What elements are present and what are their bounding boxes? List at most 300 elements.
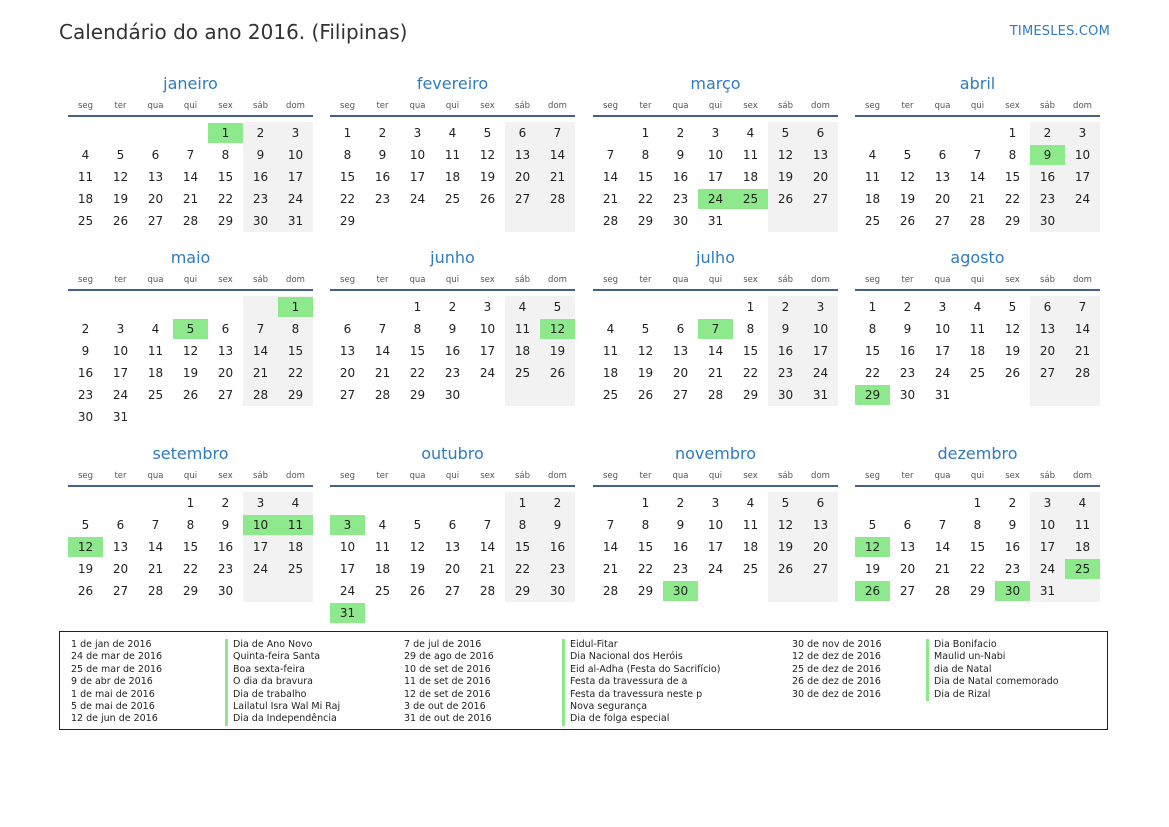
calendar-day: 21 [147,562,164,576]
holiday-day: 10 [243,515,278,535]
calendar-day: 8 [291,322,300,336]
calendar-day: 23 [1004,562,1021,576]
calendar-day: 6 [518,126,527,140]
site-link[interactable]: TIMESLES.COM [1009,24,1110,39]
calendar-day: 29 [637,214,654,228]
weekday-label: ter [114,101,127,111]
day-grid [593,117,838,247]
calendar-day: 15 [217,170,234,184]
calendar-day: 2 [378,126,387,140]
calendar-day: 13 [112,540,129,554]
calendar-day: 8 [343,148,352,162]
calendar-day: 19 [777,540,794,554]
legend-holiday-name: dia de Natal [926,664,1059,676]
calendar-day: 22 [339,192,356,206]
calendar-day: 17 [1039,540,1056,554]
month-março [593,74,838,247]
legend-date: 12 de set de 2016 [404,688,491,700]
month-name: maio [170,248,211,267]
weekday-header [593,272,838,288]
weekday-label: qua [147,275,164,285]
calendar-day: 8 [746,322,755,336]
calendar-day: 14 [549,148,566,162]
calendar-day: 18 [1074,540,1091,554]
calendar-day: 18 [374,562,391,576]
day-grid [855,487,1100,617]
calendar-day: 1 [1008,126,1017,140]
calendar-day: 7 [553,126,562,140]
legend-names [926,639,1059,701]
weekday-label: ter [376,101,389,111]
calendar-day: 4 [448,126,457,140]
calendar-day: 29 [217,214,234,228]
calendar-day: 16 [1039,170,1056,184]
month-name: janeiro [163,74,218,93]
calendar-day: 5 [116,148,125,162]
calendar-day: 20 [147,192,164,206]
legend-holiday-name: Maulid un-Nabi [926,651,1059,663]
weekday-label: sáb [1039,275,1056,285]
calendar-day: 19 [409,562,426,576]
calendar-day: 6 [938,148,947,162]
calendar-day: 31 [1039,584,1056,598]
month-name: novembro [675,444,756,463]
legend-names [562,639,720,726]
calendar-day: 20 [112,562,129,576]
calendar-day: 8 [413,322,422,336]
month-agosto [855,248,1100,421]
legend-date: 30 de dez de 2016 [792,688,881,700]
calendar-day: 26 [1004,366,1021,380]
month-maio [68,248,313,424]
calendar-day: 12 [182,344,199,358]
calendar-day: 18 [444,170,461,184]
calendar-day: 8 [641,148,650,162]
calendar-day: 10 [409,148,426,162]
legend-holiday-name: Eid al-Adha (Festa do Sacrifício) [562,664,720,676]
calendar-day: 4 [746,496,755,510]
weekday-header [593,468,838,484]
calendar-day: 11 [602,344,619,358]
calendar-day: 22 [514,562,531,576]
calendar-day: 11 [742,148,759,162]
calendar-day: 14 [707,344,724,358]
calendar-day: 27 [339,388,356,402]
legend-dates [71,639,162,726]
calendar-day: 19 [479,170,496,184]
calendar-day: 17 [287,170,304,184]
calendar-day: 7 [151,518,160,532]
day-grid [330,487,575,620]
calendar-day: 13 [147,170,164,184]
holiday-legend [59,631,1108,730]
legend-holiday-name: O dia da bravura [225,676,340,688]
calendar-day: 26 [112,214,129,228]
calendar-day: 4 [518,300,527,314]
weekday-label: sex [480,471,495,481]
calendar-day: 15 [182,540,199,554]
legend-holiday-name: Lailatul Isra Wal Mi Raj [225,701,340,713]
calendar-day: 24 [812,366,829,380]
calendar-day: 11 [514,322,531,336]
calendar-day: 16 [672,170,689,184]
calendar-day: 4 [291,496,300,510]
calendar-day: 22 [1004,192,1021,206]
calendar-day: 12 [112,170,129,184]
legend-date: 29 de ago de 2016 [404,651,494,663]
calendar-day: 26 [182,388,199,402]
calendar-day: 28 [147,584,164,598]
legend-date: 5 de mai de 2016 [71,700,155,712]
calendar-day: 3 [483,300,492,314]
holiday-day: 26 [855,581,890,601]
holiday-day: 29 [855,385,890,405]
calendar-day: 26 [479,192,496,206]
calendar-day: 20 [672,366,689,380]
month-abril [855,74,1100,247]
weekday-label: dom [286,101,305,111]
holiday-day: 11 [278,515,313,535]
weekday-label: sáb [514,471,531,481]
calendar-day: 4 [868,148,877,162]
calendar-day: 10 [339,540,356,554]
calendar-day: 27 [812,562,829,576]
calendar-day: 27 [147,214,164,228]
legend-holiday-name: Dia de Rizal [926,689,1059,701]
weekday-label: seg [864,471,881,481]
month-name: setembro [152,444,229,463]
calendar-day: 7 [1078,300,1087,314]
weekday-label: sex [743,101,758,111]
legend-date: 12 de jun de 2016 [71,713,158,725]
month-julho [593,248,838,421]
calendar-day: 6 [151,148,160,162]
calendar-day: 24 [409,192,426,206]
calendar-day: 25 [742,562,759,576]
calendar-day: 2 [781,300,790,314]
calendar-day: 11 [1074,518,1091,532]
calendar-day: 19 [637,366,654,380]
legend-holiday-name: Dia da Independência [225,713,340,725]
calendar-day: 28 [707,388,724,402]
calendar-day: 22 [287,366,304,380]
calendar-day: 28 [182,214,199,228]
weekday-label: qua [934,101,951,111]
holiday-day: 9 [1030,145,1065,165]
calendar-day: 1 [746,300,755,314]
weekday-label: seg [602,275,619,285]
legend-date: 12 de dez de 2016 [792,651,881,663]
calendar-day: 1 [868,300,877,314]
day-grid [593,487,838,617]
weekday-label: sáb [514,101,531,111]
month-name: abril [959,74,996,93]
calendar-day: 31 [112,410,129,424]
calendar-day: 31 [812,388,829,402]
month-name: fevereiro [416,74,489,93]
calendar-day: 2 [903,300,912,314]
calendar-day: 13 [514,148,531,162]
calendar-day: 16 [549,540,566,554]
calendar-day: 22 [409,366,426,380]
calendar-day: 14 [479,540,496,554]
calendar-day: 7 [606,148,615,162]
calendar-day: 4 [151,322,160,336]
holiday-day: 1 [278,297,313,317]
calendar-day: 15 [1004,170,1021,184]
weekday-label: qui [970,471,985,481]
weekday-label: dom [1073,471,1092,481]
calendar-day: 9 [553,518,562,532]
calendar-day: 27 [217,388,234,402]
weekday-label: dom [1073,101,1092,111]
weekday-label: ter [901,275,914,285]
calendar-day: 14 [374,344,391,358]
calendar-day: 23 [374,192,391,206]
calendar-day: 21 [479,562,496,576]
holiday-day: 30 [995,581,1030,601]
calendar-day: 7 [938,518,947,532]
weekday-label: sex [1005,101,1020,111]
page-title: Calendário do ano 2016. (Filipinas) [59,20,408,44]
calendar-day: 13 [444,540,461,554]
weekday-label: qui [708,275,723,285]
calendar-day: 11 [444,148,461,162]
calendar-day: 14 [934,540,951,554]
calendar-day: 29 [514,584,531,598]
weekday-label: sáb [252,275,269,285]
calendar-day: 28 [549,192,566,206]
calendar-day: 28 [374,388,391,402]
calendar-day: 15 [969,540,986,554]
legend-holiday-name: Dia Nacional dos Heróis [562,651,720,663]
calendar-day: 29 [742,388,759,402]
calendar-day: 11 [77,170,94,184]
calendar-day: 2 [81,322,90,336]
weekday-label: qua [409,101,426,111]
weekday-header [330,98,575,114]
month-outubro [330,444,575,620]
weekday-header [855,272,1100,288]
legend-holiday-name: Dia de Ano Novo [225,639,340,651]
calendar-day: 10 [707,518,724,532]
calendar-day: 19 [549,344,566,358]
calendar-day: 5 [413,518,422,532]
calendar-day: 7 [256,322,265,336]
weekday-label: sáb [514,275,531,285]
weekday-label: qui [445,275,460,285]
calendar-day: 25 [77,214,94,228]
calendar-day: 5 [81,518,90,532]
calendar-day: 21 [602,562,619,576]
legend-dates [792,639,882,701]
month-setembro [68,444,313,617]
calendar-day: 20 [217,366,234,380]
calendar-day: 13 [217,344,234,358]
weekday-label: dom [286,471,305,481]
holiday-day: 12 [540,319,575,339]
calendar-day: 2 [256,126,265,140]
calendar-day: 13 [339,344,356,358]
calendar-day: 29 [287,388,304,402]
holiday-day: 7 [698,319,733,339]
legend-date: 3 de out de 2016 [404,700,486,712]
calendar-day: 27 [672,388,689,402]
legend-date: 26 de dez de 2016 [792,676,881,688]
month-name: julho [696,248,735,267]
calendar-day: 30 [444,388,461,402]
calendar-day: 20 [812,540,829,554]
calendar-day: 28 [969,214,986,228]
weekday-label: ter [639,471,652,481]
calendar-day: 18 [147,366,164,380]
weekday-header [593,98,838,114]
calendar-day: 18 [514,344,531,358]
calendar-day: 25 [287,562,304,576]
calendar-day: 28 [602,214,619,228]
calendar-day: 29 [339,214,356,228]
calendar-day: 19 [777,170,794,184]
calendar-day: 24 [252,562,269,576]
weekday-label: dom [1073,275,1092,285]
calendar-day: 24 [479,366,496,380]
calendar-day: 11 [147,344,164,358]
calendar-day: 21 [707,366,724,380]
legend-holiday-name: Festa da travessura neste p [562,689,720,701]
calendar-day: 3 [1043,496,1052,510]
calendar-day: 17 [707,170,724,184]
calendar-day: 12 [777,518,794,532]
legend-date: 25 de dez de 2016 [792,663,881,675]
calendar-day: 10 [1039,518,1056,532]
calendar-day: 9 [1008,518,1017,532]
calendar-day: 7 [973,148,982,162]
holiday-day: 1 [208,123,243,143]
calendar-day: 23 [777,366,794,380]
calendar-day: 22 [182,562,199,576]
weekday-header [855,98,1100,114]
calendar-day: 23 [672,192,689,206]
calendar-day: 25 [602,388,619,402]
calendar-day: 8 [186,518,195,532]
calendar-day: 24 [1074,192,1091,206]
calendar-day: 3 [291,126,300,140]
calendar-day: 2 [676,126,685,140]
weekday-label: seg [339,101,356,111]
weekday-label: ter [376,471,389,481]
calendar-day: 9 [676,518,685,532]
calendar-day: 18 [742,170,759,184]
calendar-day: 28 [252,388,269,402]
calendar-day: 26 [77,584,94,598]
legend-names [225,639,340,726]
weekday-label: qua [672,471,689,481]
month-junho [330,248,575,421]
calendar-day: 19 [182,366,199,380]
calendar-day: 5 [1008,300,1017,314]
month-fevereiro [330,74,575,247]
calendar-day: 17 [409,170,426,184]
weekday-label: dom [286,275,305,285]
calendar-day: 6 [116,518,125,532]
calendar-day: 25 [864,214,881,228]
legend-date: 9 de abr de 2016 [71,676,153,688]
weekday-label: ter [114,471,127,481]
calendar-day: 30 [672,214,689,228]
calendar-day: 20 [899,562,916,576]
calendar-day: 17 [1074,170,1091,184]
weekday-label: dom [548,101,567,111]
weekday-label: ter [901,471,914,481]
calendar-day: 14 [602,540,619,554]
weekday-label: qui [183,471,198,481]
calendar-day: 6 [221,322,230,336]
weekday-label: seg [602,471,619,481]
calendar-day: 14 [602,170,619,184]
calendar-day: 23 [252,192,269,206]
calendar-day: 9 [256,148,265,162]
weekday-label: sáb [252,471,269,481]
day-grid [855,291,1100,421]
weekday-header [330,468,575,484]
day-grid [330,291,575,421]
calendar-day: 26 [549,366,566,380]
calendar-day: 7 [483,518,492,532]
legend-holiday-name: Boa sexta-feira [225,664,340,676]
calendar-day: 31 [287,214,304,228]
calendar-day: 30 [899,388,916,402]
calendar-day: 12 [777,148,794,162]
holiday-day: 24 [698,189,733,209]
weekday-label: ter [114,275,127,285]
calendar-day: 12 [637,344,654,358]
calendar-day: 14 [969,170,986,184]
calendar-day: 15 [637,170,654,184]
weekday-label: seg [339,471,356,481]
calendar-day: 24 [287,192,304,206]
calendar-day: 18 [864,192,881,206]
weekday-label: qua [934,275,951,285]
weekday-header [68,272,313,288]
calendar-day: 21 [602,192,619,206]
calendar-day: 15 [409,344,426,358]
calendar-day: 13 [899,540,916,554]
weekday-label: dom [811,101,830,111]
calendar-day: 23 [1039,192,1056,206]
calendar-day: 22 [742,366,759,380]
calendar-day: 16 [444,344,461,358]
calendar-day: 8 [973,518,982,532]
calendar-day: 23 [549,562,566,576]
day-grid [68,117,313,247]
weekday-label: qua [409,275,426,285]
calendar-day: 27 [112,584,129,598]
calendar-day: 16 [899,344,916,358]
calendar-day: 5 [868,518,877,532]
calendar-day: 5 [903,148,912,162]
day-grid [330,117,575,247]
weekday-label: sáb [252,101,269,111]
calendar-day: 16 [1004,540,1021,554]
calendar-day: 10 [479,322,496,336]
calendar-day: 24 [934,366,951,380]
weekday-label: seg [77,275,94,285]
calendar-day: 23 [217,562,234,576]
calendar-day: 10 [1074,148,1091,162]
calendar-day: 14 [147,540,164,554]
calendar-day: 22 [217,192,234,206]
calendar-day: 26 [409,584,426,598]
